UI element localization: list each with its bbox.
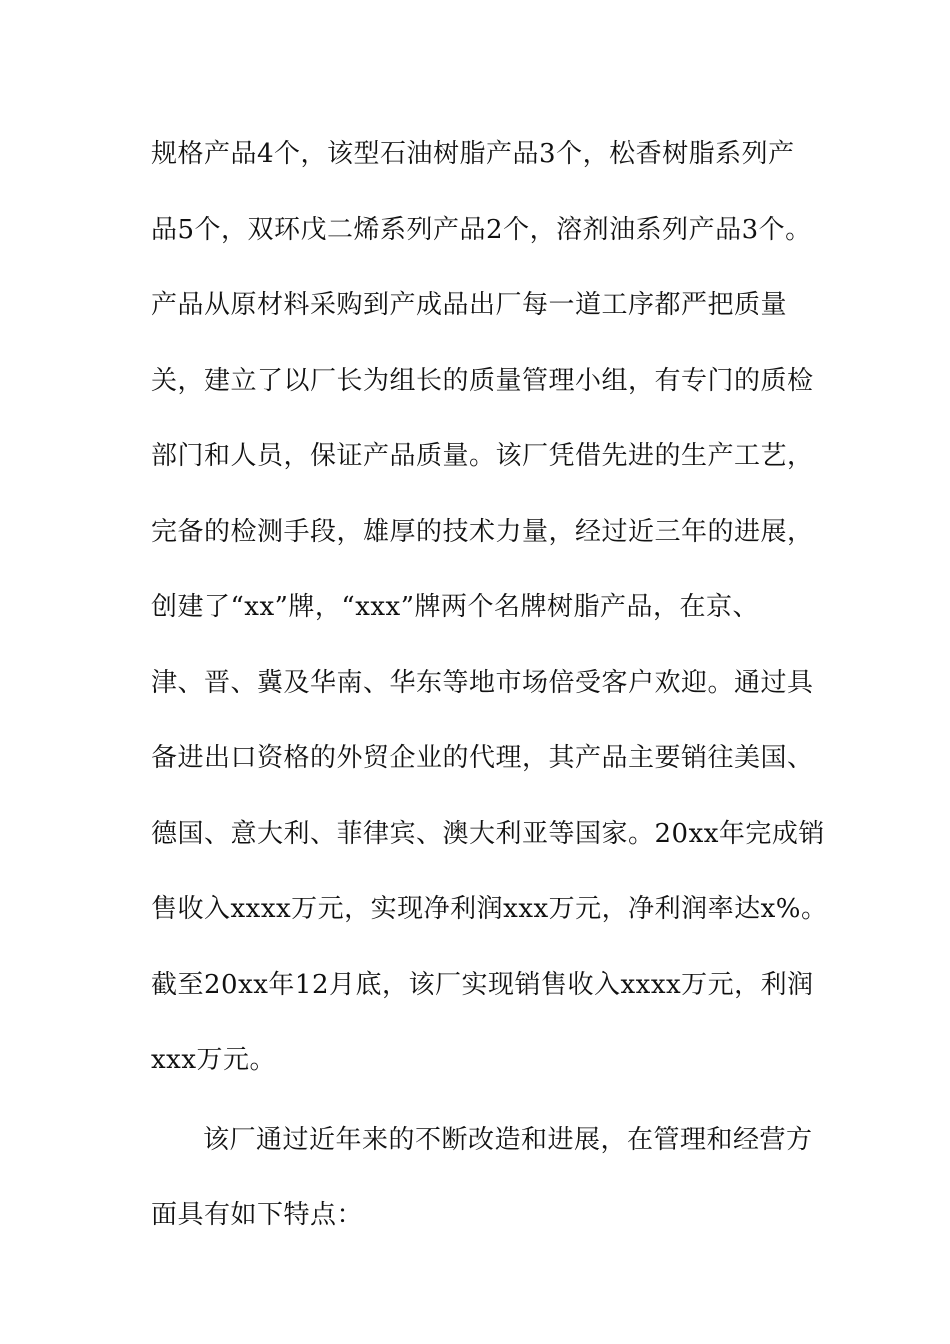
document-body — [151, 130, 828, 1267]
paragraph-1-line-13: xxx万元。 — [151, 1045, 276, 1075]
paragraph-1-line-6: 完备的检测手段，雄厚的技术力量，经过近三年的进展， — [151, 516, 814, 547]
paragraph-2-line-2: 面具有如下特点： — [151, 1200, 364, 1230]
paragraph-1-line-9: 备进出口资格的外贸企业的代理，其产品主要销往美国、 — [151, 743, 814, 773]
paragraph-1-line-5: 部门和人员，保证产品质量。该厂凭借先进的生产工艺， — [151, 441, 814, 471]
paragraph-1-line-3: 产品从原材料采购到产成品出厂每一道工序都严把质量 — [151, 290, 788, 320]
paragraph-2-line-1: 该厂通过近年来的不断改造和进展，在管理和经营方 — [203, 1124, 813, 1155]
paragraph-1-line-10: 德国、意大利、菲律宾、澳大利亚等国家。20xx年完成销 — [151, 818, 825, 849]
paragraph-1-line-8: 津、晋、冀及华南、华东等地市场倍受客户欢迎。通过具 — [151, 667, 814, 698]
paragraph-1-line-2: 品5个，双环戊二烯系列产品2个，溶剂油系列产品3个。 — [151, 214, 812, 245]
paragraph-1-line-11: 售收入xxxx万元，实现净利润xxx万元，净利润率达x%。 — [151, 894, 828, 924]
paragraph-1-line-1: 规格产品4个，该型石油树脂产品3个，松香树脂系列产 — [151, 139, 795, 169]
paragraph-1-line-7: 创建了“xx”牌，“xxx”牌两个名牌树脂产品，在京、 — [151, 592, 759, 622]
paragraph-1-line-12: 截至20xx年12月底，该厂实现销售收入xxxx万元，利润 — [151, 969, 814, 1000]
paragraph-1-line-4: 关，建立了以厂长为组长的质量管理小组，有专门的质检 — [151, 365, 814, 396]
